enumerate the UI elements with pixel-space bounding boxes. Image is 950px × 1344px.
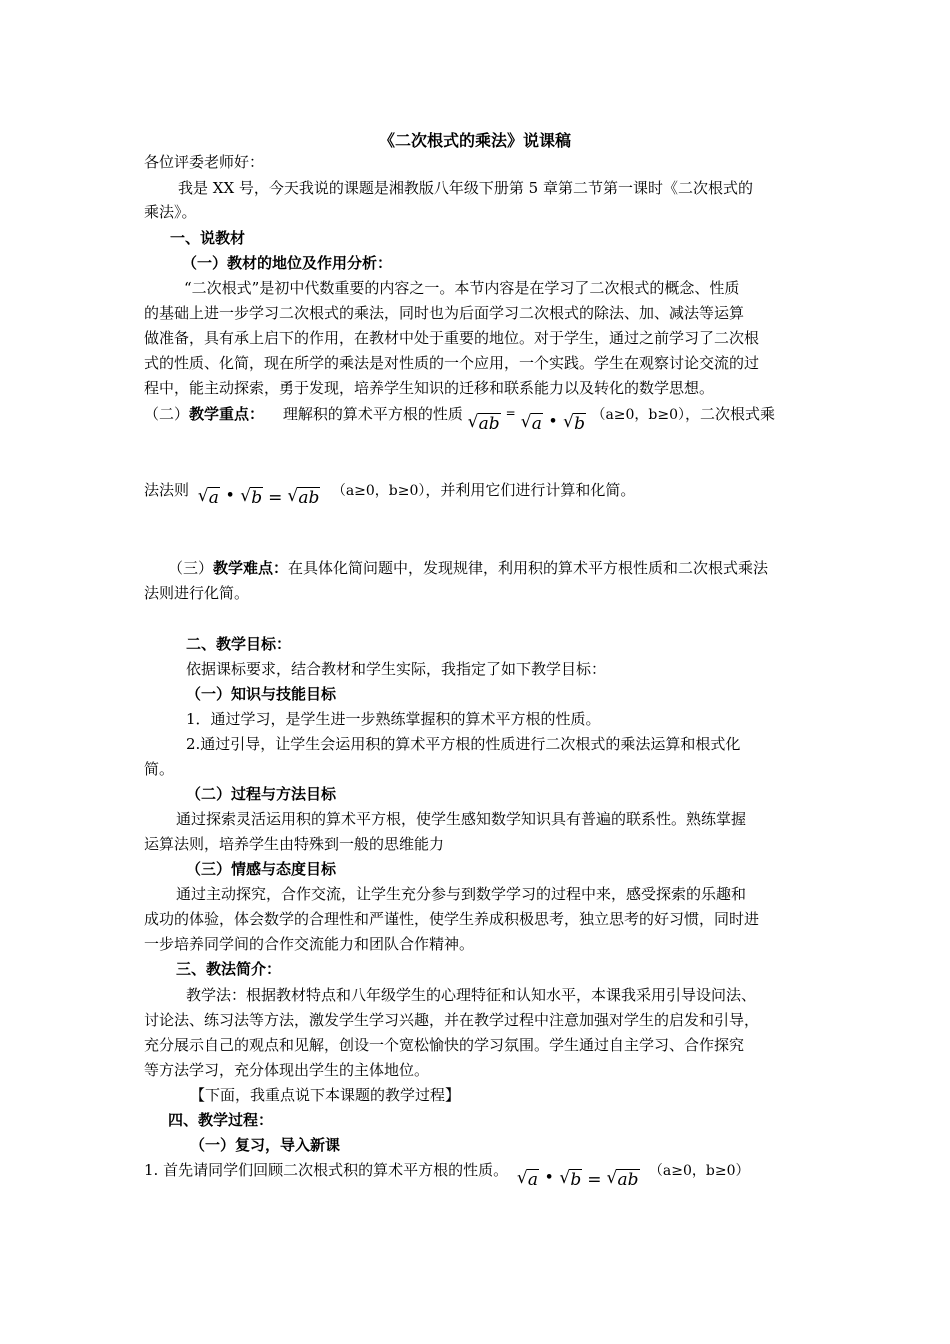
sub-2-text: 理解积的算术平方根的性质 (282, 405, 463, 423)
section-1-para-line-5: 程中，能主动探索，勇于发现，培养学生知识的迁移和联系能力以及转化的数学思想。 (144, 379, 715, 397)
page-title: 《二次根式的乘法》说课稿 (378, 131, 571, 150)
section-1-para-line-3: 做准备，具有承上启下的作用，在教材中处于重要的地位。对于学生，通过之前学习了二次根 (144, 329, 760, 347)
sqrt-ab: √ ab (606, 1168, 639, 1190)
sub-3-prefix: （三） (168, 559, 214, 577)
section-2-sub-2: （二）过程与方法目标 (186, 785, 337, 803)
section-1-sub-1: （一）教材的地位及作用分析： (182, 254, 393, 272)
section-3-line-4: 等方法学习，充分体现出学生的主体地位。 (144, 1061, 430, 1079)
sub-2-line-2-prefix: 法法则 (144, 481, 190, 499)
intro-line-1: 我是 XX 号，今天我说的课题是湘教版八年级下册第 5 章第二节第一课时《二次根式的 (178, 179, 753, 197)
section-1-para-line-2: 的基础上进一步学习二次根式的乘法，同时也为后面学习二次根式的除法、加、减法等运算 (144, 304, 745, 322)
sqrt-a: √ a (520, 412, 542, 434)
section-1-sub-3-line-1 (168, 558, 768, 578)
section-1-heading: 一、说教材 (170, 229, 246, 247)
section-2-sub-3-line-1: 通过主动探究，合作交流，让学生充分参与到数学学习的过程中来，感受探索的乐趣和 (176, 885, 747, 903)
section-2-heading: 二、教学目标： (186, 635, 292, 653)
sub-2-label: 教学重点： (189, 405, 265, 423)
condition-3: （a≥0，b≥0） (648, 1163, 750, 1179)
sub-3-label: 教学难点： (213, 559, 289, 577)
section-1-sub-2-line-2 (144, 480, 636, 508)
sub-2-line-2-tail: ，并利用它们进行计算和化简。 (425, 481, 636, 499)
section-3-line-2: 讨论法、练习法等方法，激发学生学习兴趣，并在教学过程中注意加强对学生的启发和引导， (144, 1011, 760, 1029)
section-3-line-1: 教学法：根据教材特点和八年级学生的心理特征和认知水平，本课我采用引导设问法、 (186, 986, 757, 1004)
section-4-item-1 (144, 1160, 750, 1190)
section-4-item-1-text: 1. 首先请同学们回顾二次根式积的算术平方根的性质。 (144, 1161, 509, 1179)
sqrt-b: √ b (563, 412, 586, 434)
sqrt-b: √ b (559, 1168, 582, 1190)
sub-2-tail: ，二次根式乘 (685, 405, 776, 423)
sqrt-ab: √ ab (287, 486, 320, 508)
section-2-sub-2-line-2: 运算法则，培养学生由特殊到一般的思维能力 (144, 835, 445, 853)
section-1-sub-3-line-2: 法则进行化简。 (144, 584, 250, 602)
section-3-note: 【下面，我重点说下本课题的教学过程】 (190, 1086, 461, 1104)
product-root-formula: √ ab= √ a • √ b (467, 406, 586, 434)
review-formula: √ a • √ b = √ ab (516, 1168, 639, 1190)
greeting: 各位评委老师好： (144, 153, 265, 171)
section-1-para-line-1: “二次根式”是初中代数重要的内容之一。本节内容是在学习了二次根式的概念、性质 (184, 279, 740, 297)
section-3-heading: 三、教法简介： (176, 960, 282, 978)
section-2-sub-3-line-3: 一步培养同学间的合作交流能力和团队合作精神。 (144, 935, 475, 953)
sqrt-a: √ a (197, 486, 219, 508)
section-1-para-line-4: 式的性质、化简，现在所学的乘法是对性质的一个应用，一个实践。学生在观察讨论交流的过 (144, 354, 760, 372)
section-4-heading: 四、教学过程： (168, 1111, 274, 1129)
section-1-sub-2-line-1 (144, 404, 776, 434)
section-2-sub-1: （一）知识与技能目标 (186, 685, 337, 703)
condition-1: （a≥0，b≥0） (591, 407, 686, 423)
sqrt-ab: √ ab (467, 412, 500, 434)
section-2-intro: 依据课标要求，结合教材和学生实际，我指定了如下教学目标： (186, 660, 607, 678)
section-2-sub-3-line-2: 成功的体验，体会数学的合理性和严谨性，使学生养成积极思考，独立思考的好习惯，同时进 (144, 910, 760, 928)
sqrt-b: √ b (240, 486, 263, 508)
section-2-sub-1-item-1: 1．通过学习，是学生进一步熟练掌握积的算术平方根的性质。 (186, 710, 601, 728)
section-2-sub-3: （三）情感与态度目标 (186, 860, 337, 878)
condition-2: （a≥0，b≥0） (331, 483, 426, 499)
section-2-sub-1-item-2-line-1: 2.通过引导，让学生会运用积的算术平方根的性质进行二次根式的乘法运算和根式化 (186, 735, 741, 753)
sub-3-text: 在具体化简问题中，发现规律，利用积的算术平方根性质和二次根式乘法 (288, 559, 769, 577)
sub-2-prefix: （二） (144, 405, 190, 423)
section-2-sub-2-line-1: 通过探索灵活运用积的算术平方根，使学生感知数学知识具有普遍的联系性。熟练掌握 (176, 810, 747, 828)
section-2-sub-1-item-2-line-2: 简。 (144, 760, 175, 778)
section-4-sub-1: （一）复习，导入新课 (190, 1136, 341, 1154)
sqrt-a: √ a (516, 1168, 539, 1190)
intro-line-2: 乘法》。 (144, 203, 197, 221)
section-3-line-3: 充分展示自己的观点和见解，创设一个宽松愉快的学习氛围。学生通过自主学习、合作探究 (144, 1036, 745, 1054)
multiplication-rule-formula: √ a • √ b = √ ab (197, 486, 320, 508)
